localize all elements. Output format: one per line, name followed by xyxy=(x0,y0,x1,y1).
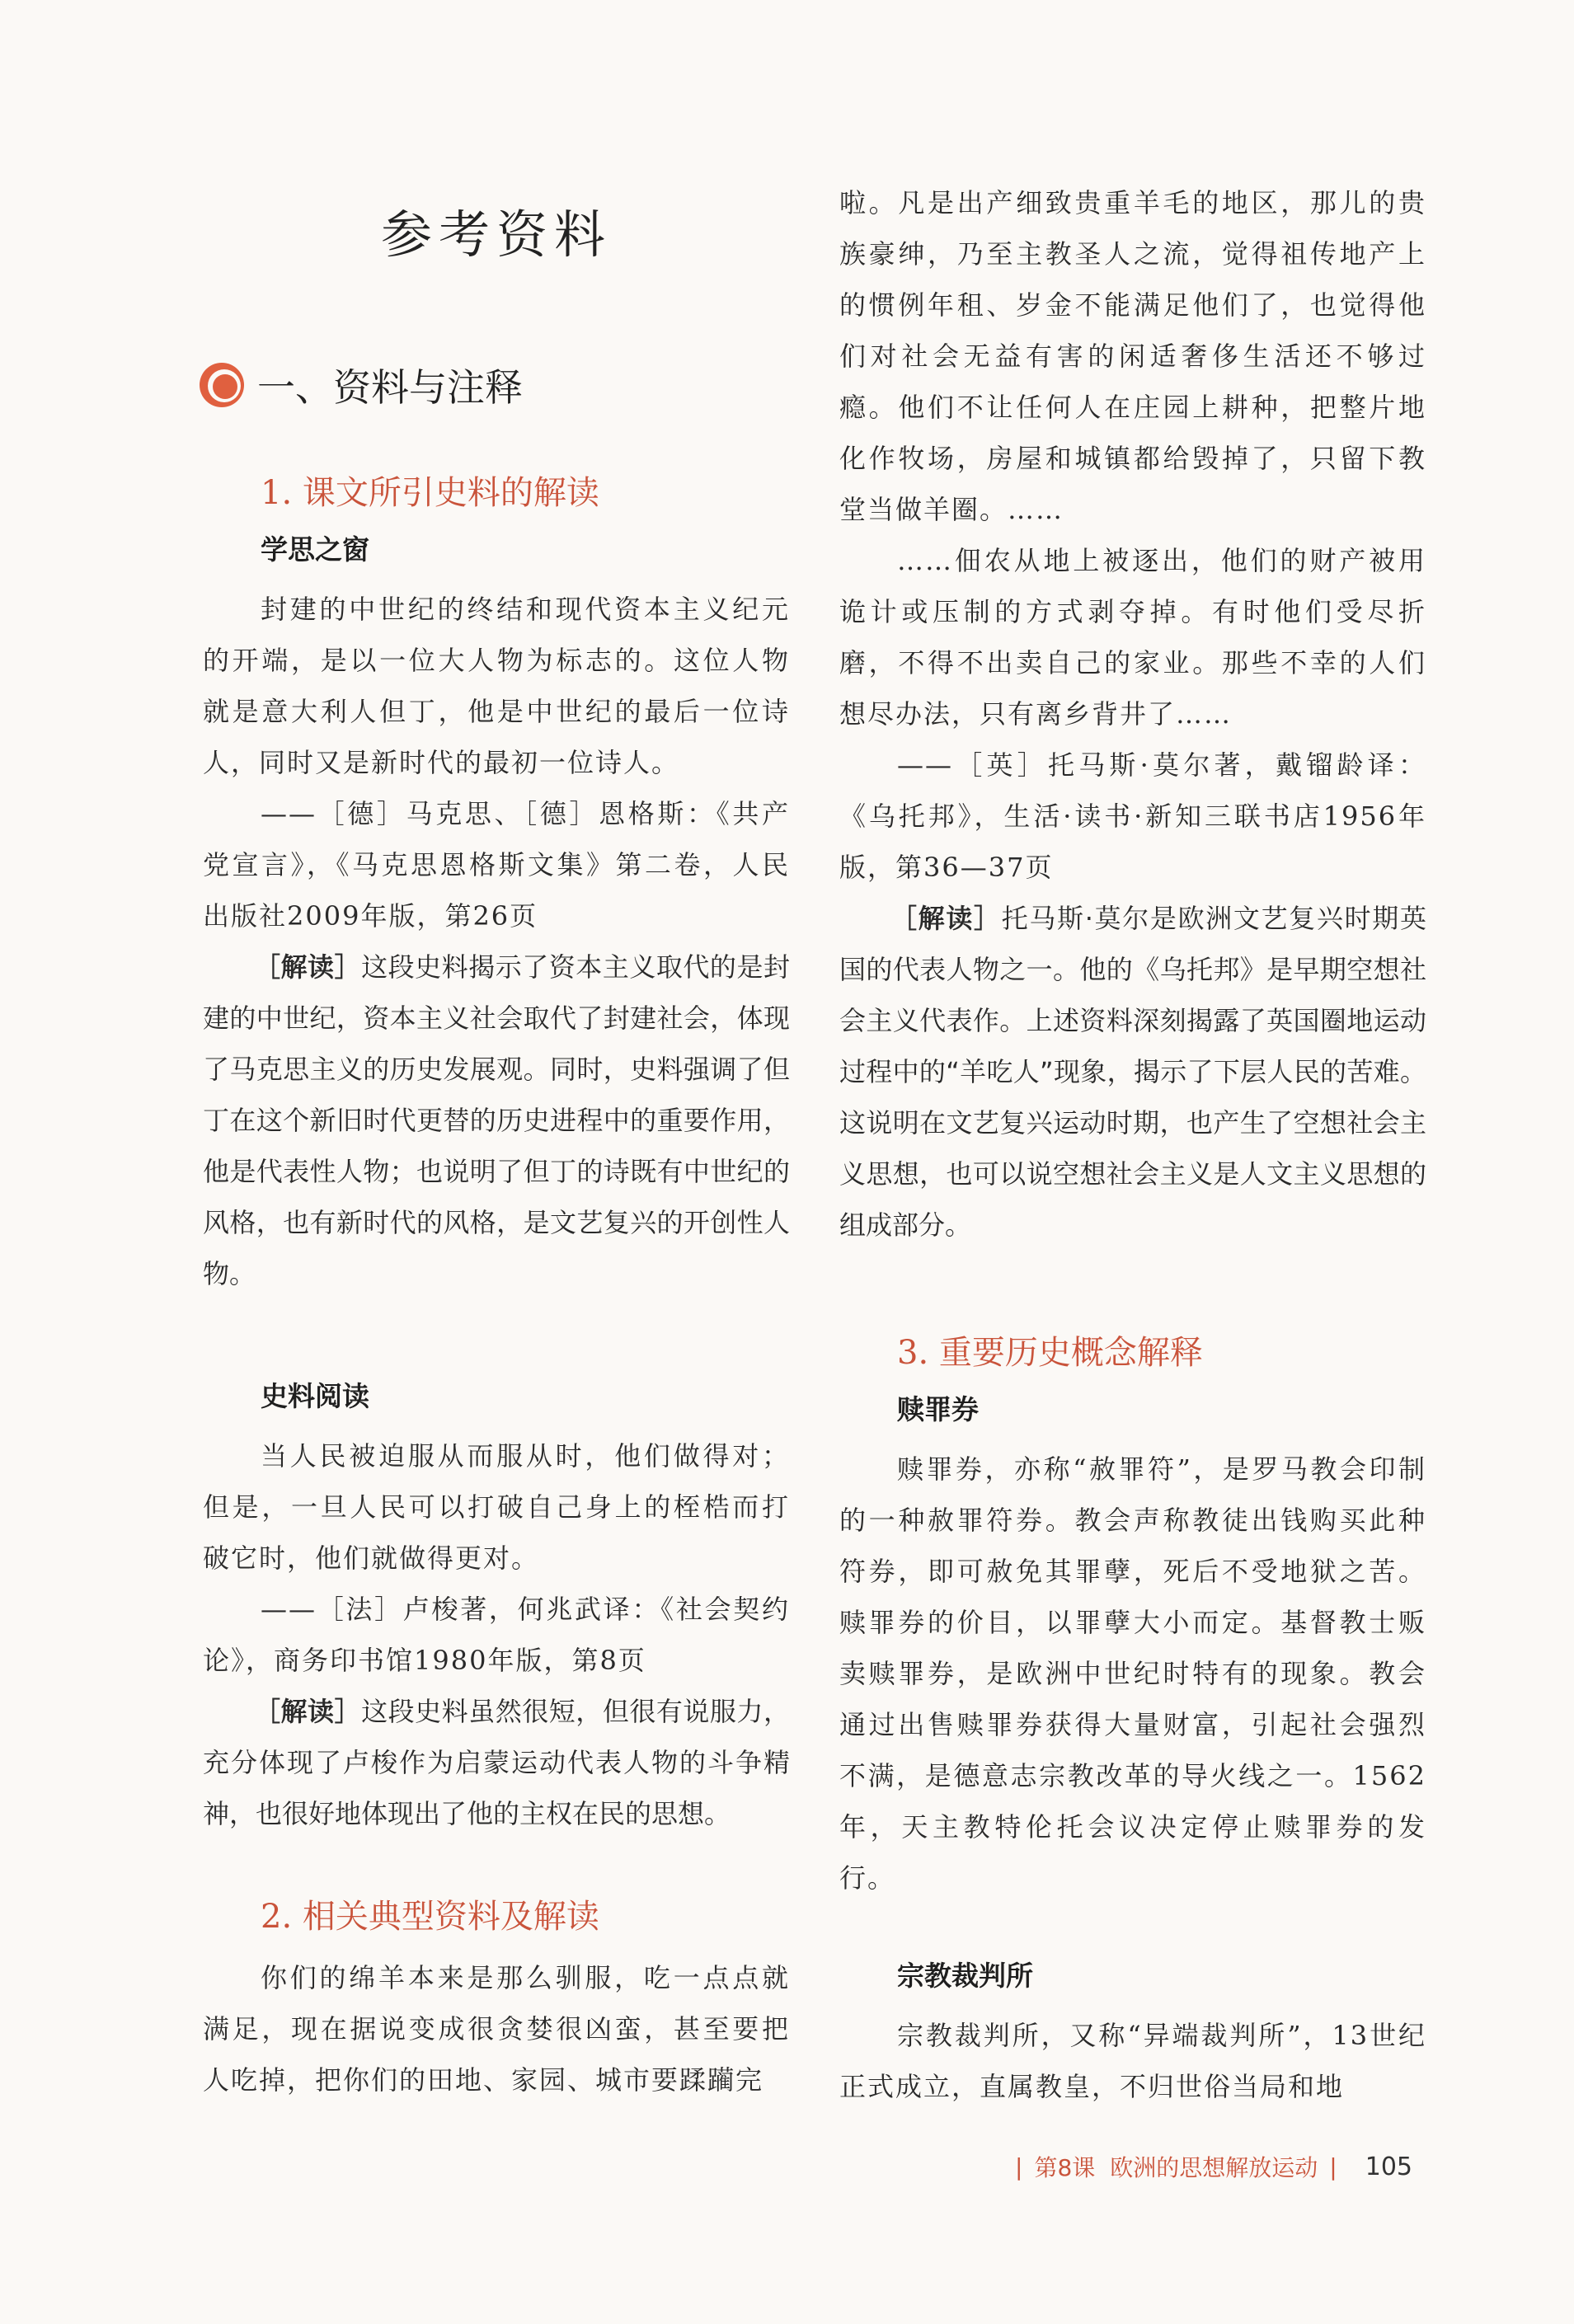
section-heading-text: 一、资料与注释 xyxy=(257,365,523,410)
subsection-heading-3: 3. 重要历史概念解释 xyxy=(897,1334,1203,1372)
interpretation-tag: ［解读］ xyxy=(254,951,362,983)
left-column xyxy=(203,177,790,2106)
interpretation-paragraph xyxy=(203,941,790,1299)
footer-divider: | xyxy=(1329,2153,1337,2181)
label-xuesi: 学思之窗 xyxy=(261,533,369,566)
interpretation-tag: ［解读］ xyxy=(890,903,1002,934)
source-citation: ——［德］马克思、［德］恩格斯：《共产党宣言》，《马克思恩格斯文集》第二卷，人民出版社2009年版，第26页 xyxy=(203,798,790,932)
right-column xyxy=(839,177,1426,2112)
page-footer xyxy=(1003,2150,1412,2183)
subsection-heading-2: 2. 相关典型资料及解读 xyxy=(261,1898,599,1936)
page-title: 参考资料 xyxy=(380,204,612,265)
interpretation-paragraph xyxy=(839,893,1426,1251)
interpretation-text: 这段史料虽然很短，但很有说服力，充分体现了卢梭作为启蒙运动代表人物的斗争精神，也很好地体现出了他的主权在民的思想。 xyxy=(203,1696,790,1829)
interpretation-tag: ［解读］ xyxy=(254,1696,362,1727)
quote-paragraph-continued: 啦。凡是出产细致贵重羊毛的地区，那儿的贵族豪绅，乃至主教圣人之流，觉得祖传地产上的惯例年租、岁金不能满足他们了，也觉得他们对社会无益有害的闲适奢侈生活还不够过瘾。他们不让任何人在庄园上耕种，把整片地化作牧场，房屋和城镇都给毁掉了，只留下教堂当做羊圈。…… xyxy=(839,187,1426,525)
source-citation: ——［英］托马斯·莫尔著，戴镏龄译：《乌托邦》，生活·读书·新知三联书店1956年版，第36—37页 xyxy=(839,749,1426,883)
interpretation-paragraph xyxy=(203,1686,790,1839)
label-shuzuiquan: 赎罪券 xyxy=(897,1393,979,1425)
section-heading xyxy=(200,358,790,412)
quote-paragraph: 封建的中世纪的终结和现代资本主义纪元的开端，是以一位大人物为标志的。这位人物就是意大利人但丁，他是中世纪的最后一位诗人，同时又是新时代的最初一位诗人。 xyxy=(203,594,790,778)
source-citation: ——［法］卢梭著，何兆武译：《社会契约论》，商务印书馆1980年版，第8页 xyxy=(203,1594,790,1676)
label-shiliao: 史料阅读 xyxy=(261,1380,369,1412)
interpretation-text: 托马斯·莫尔是欧洲文艺复兴时期英国的代表人物之一。他的《乌托邦》是早期空想社会主义代表作。上述资料深刻揭露了英国圈地运动过程中的“羊吃人”现象，揭示了下层人民的苦难。这说明在文艺复兴运动时期，也产生了空想社会主义思想，也可以说空想社会主义是人文主义思想的组成部分。 xyxy=(839,903,1426,1241)
subsection-heading-1: 1. 课文所引史料的解读 xyxy=(261,474,599,512)
section-swirl-icon xyxy=(200,363,244,407)
quote-paragraph: 当人民被迫服从而服从时，他们做得对；但是，一旦人民可以打破自己身上的桎梏而打破它时，他们就做得更对。 xyxy=(203,1440,790,1574)
quote-paragraph: 你们的绵羊本来是那么驯服，吃一点点就满足，现在据说变成很贪婪很凶蛮，甚至要把人吃掉，把你们的田地、家园、城市要蹂躏完 xyxy=(203,1962,790,2096)
interpretation-text: 这段史料揭示了资本主义取代的是封建的中世纪，资本主义社会取代了封建社会，体现了马克思主义的历史发展观。同时，史料强调了但丁在这个新旧时代更替的历史进程中的重要作用，他是代表性人物；也说明了但丁的诗既有中世纪的风格，也有新时代的风格，是文艺复兴的开创性人物。 xyxy=(203,951,790,1289)
definition-paragraph: 宗教裁判所，又称“异端裁判所”，13世纪正式成立，直属教皇，不归世俗当局和地 xyxy=(839,2020,1426,2102)
footer-lesson: 第8课 xyxy=(1034,2154,1096,2181)
label-zongjiao: 宗教裁判所 xyxy=(897,1960,1033,1992)
page-number: 105 xyxy=(1365,2152,1412,2181)
quote-paragraph: ……佃农从地上被逐出，他们的财产被用诡计或压制的方式剥夺掉。有时他们受尽折磨，不得不出卖自己的家业。那些不幸的人们想尽办法，只有离乡背井了…… xyxy=(839,545,1426,730)
definition-paragraph: 赎罪券，亦称“赦罪符”，是罗马教会印制的一种赦罪符券。教会声称教徒出钱购买此种符券，即可赦免其罪孽，死后不受地狱之苦。赎罪券的价目，以罪孽大小而定。基督教士贩卖赎罪券，是欧洲中世纪时特有的现象。教会通过出售赎罪券获得大量财富，引起社会强烈不满，是德意志宗教改革的导火线之一。1562年，天主教特伦托会议决定停止赎罪券的发行。 xyxy=(839,1453,1426,1894)
footer-lesson-title: 欧洲的思想解放运动 xyxy=(1110,2154,1318,2181)
footer-divider: | xyxy=(1015,2153,1023,2181)
